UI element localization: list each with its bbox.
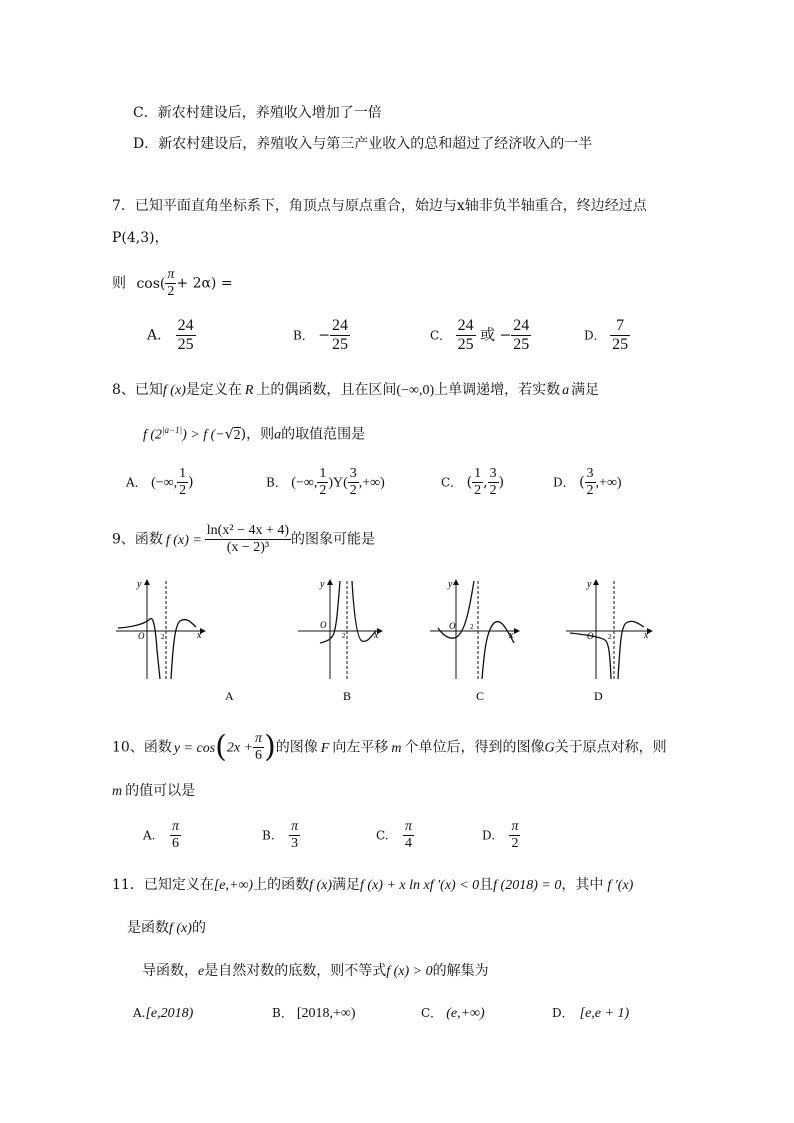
q7-frac-c1 <box>456 318 476 353</box>
q8-c-den1: 2 <box>474 483 482 498</box>
q9-prefix: 9、函数 <box>112 531 163 548</box>
q11-opt-c-value: (e,+∞) <box>446 1006 485 1021</box>
q8-option-c <box>441 467 504 498</box>
q8-exponent: |a−1| <box>162 425 183 435</box>
q9-a-x-label: x <box>197 630 202 641</box>
q8-ineq-left: f (2 <box>143 427 163 443</box>
q7-stem-line2: P(4,3)， <box>112 230 169 246</box>
q11-opt-d-value: [e,e + 1) <box>579 1006 630 1021</box>
q7-opt-a-label: A． <box>147 327 172 344</box>
q10-F: F <box>320 740 330 756</box>
q9-a-curve-right <box>171 620 196 679</box>
q10-inner: 2x + <box>226 740 254 756</box>
q10-option-c <box>376 820 414 851</box>
q8-satisfy: 满足 <box>571 382 600 398</box>
q7-two: 2 <box>167 284 175 299</box>
q8-d-num: 3 <box>586 466 594 481</box>
q9-d-x-label: x <box>644 630 649 641</box>
q10-opt-c-label: C. <box>376 828 389 843</box>
q8-ineq-mid: ) > f (− <box>182 427 225 443</box>
q8-a-frac <box>177 467 188 498</box>
q7-pi-over-2 <box>165 268 176 299</box>
q11-line1-a: 11．已知定义在 <box>112 877 214 893</box>
q10-stem-line1 <box>112 729 667 765</box>
q7-expression <box>112 268 233 299</box>
q9-stem <box>112 524 375 555</box>
q7-then: 则 <box>112 275 126 292</box>
q7-option-d <box>584 318 630 353</box>
q7-opt-c-label: C． <box>430 328 452 343</box>
q7-b-num: 24 <box>332 317 349 334</box>
q11-opt-a-label: A. <box>133 1006 146 1020</box>
q10-pi: π <box>255 731 263 746</box>
q9-b-y-label: y <box>320 579 325 590</box>
q7-c1-den: 25 <box>457 336 474 353</box>
q8-c-comma: , <box>483 474 488 491</box>
q8-stem-line2 <box>143 426 365 443</box>
q10-opt-c-pi: π <box>405 819 413 834</box>
q11-fpx: f ′(x) <box>607 878 634 893</box>
q8-sqrt-sign: √ <box>224 426 234 443</box>
q7-pi: π <box>167 267 175 282</box>
q8-b-union: )Y( <box>328 475 348 491</box>
q10-pi-over-6 <box>253 732 264 763</box>
q9-c-tick: 2 <box>470 623 474 631</box>
q10-opt-d-pi: π <box>511 819 519 834</box>
q9-c-origin: O <box>449 621 456 631</box>
q8-d-close: ,+∞) <box>595 475 622 491</box>
q10-text-c: 个单位后，得到的图像 <box>404 739 545 756</box>
q6-option-d: D．新农村建设后，养殖收入与第三产业收入的总和超过了经济收入的一半 <box>133 136 593 152</box>
q8-c-num1: 1 <box>474 466 482 481</box>
q7-c1-num: 24 <box>457 317 474 334</box>
q11-line2-b: 的 <box>191 920 206 936</box>
q7-frac-c2 <box>511 318 531 353</box>
q9-graph-c <box>430 579 517 703</box>
q10-opt-c-den: 4 <box>405 836 413 851</box>
q8-c-den2: 2 <box>489 483 497 498</box>
q11-option-d <box>552 1006 629 1021</box>
q7-b-den: 25 <box>332 336 349 353</box>
q9-d-tick: 2 <box>608 633 612 641</box>
q8-sqrt-arg: 2 <box>233 427 241 443</box>
q11-where: ，其中 <box>561 877 604 893</box>
q11-line1-b: 上的函数 <box>253 877 310 893</box>
q10-func: y = cos <box>173 740 216 756</box>
q10-text-d: 关于原点对称，则 <box>554 739 667 756</box>
q8-a-close: ) <box>188 474 194 491</box>
q10-opt-d-den: 2 <box>511 836 519 851</box>
q9-a-origin: O <box>138 631 145 641</box>
q7-b-minus: − <box>318 327 331 344</box>
q10-stem-line2 <box>112 784 195 799</box>
q9-a-label: A <box>225 689 234 703</box>
q9-b-tick: 2 <box>342 632 346 640</box>
q9-b-label: B <box>343 689 352 703</box>
q7-a-den: 25 <box>177 336 194 353</box>
q8-a-open: (−∞, <box>151 475 178 491</box>
q8-opt-b-label: B． <box>266 475 287 490</box>
q9-graph-a <box>116 579 234 703</box>
q11-stem-line1 <box>112 878 633 893</box>
q10-option-d <box>482 820 520 851</box>
q8-b-frac2 <box>348 467 359 498</box>
q7-option-c <box>430 318 531 353</box>
q10-m2: m <box>112 784 123 799</box>
q10-opt-b-den: 3 <box>291 836 299 851</box>
q9-suffix: 的图象可能是 <box>291 531 375 548</box>
q10-opt-b-label: B. <box>262 828 275 843</box>
q7-or: 或 <box>480 325 496 344</box>
q8-c-close: ) <box>498 474 505 491</box>
q8-range: 的取值范围是 <box>281 426 366 443</box>
q7-plus-2alpha: + 2α) = <box>176 275 233 292</box>
q8-mono: 上单调递增，若实数 <box>434 382 561 398</box>
q10-option-b <box>262 820 300 851</box>
q10-opt-a-den: 6 <box>171 836 179 851</box>
q10-text-b: 向左平移 <box>332 739 389 756</box>
q8-then: ，则 <box>246 426 275 443</box>
q10-option-a <box>143 820 181 851</box>
q10-opt-b-frac <box>289 820 300 851</box>
q10-opt-b-pi: π <box>291 819 299 834</box>
q8-d-den: 2 <box>586 483 594 498</box>
q8-option-a <box>126 467 194 498</box>
q11-option-b <box>272 1006 356 1021</box>
q7-d-num: 7 <box>610 318 630 336</box>
q9-denominator: (x − 2)³ <box>226 540 270 555</box>
q10-opt-a-frac <box>170 820 181 851</box>
q11-and: 且 <box>479 877 494 893</box>
q7-frac-a <box>176 318 196 353</box>
q10-prefix: 10、函数 <box>112 739 172 756</box>
q6-option-c: C．新农村建设后，养殖收入增加了一倍 <box>133 105 382 121</box>
q8-b-close: ,+∞) <box>358 475 385 491</box>
q7-c2-num: 24 <box>513 317 530 334</box>
q8-a-den: 2 <box>179 483 187 498</box>
q8-b-num1: 1 <box>319 466 327 481</box>
q8-b-open: (−∞, <box>291 475 318 491</box>
q8-R: R <box>244 383 254 398</box>
q8-stem-line1 <box>112 383 599 398</box>
q11-fx2: f (x) <box>169 921 192 936</box>
q11-line1-c: 满足 <box>332 877 361 893</box>
q8-prefix: 8、已知 <box>112 382 163 398</box>
q7-cos: cos( <box>136 275 166 292</box>
q8-b-den2: 2 <box>349 483 357 498</box>
q11-line3-a: 导函数， <box>142 963 198 979</box>
q9-b-x-label: x <box>374 630 379 641</box>
q11-option-c <box>421 1006 485 1021</box>
q8-a-num: 1 <box>179 466 187 481</box>
q7-c2-den: 25 <box>513 336 530 353</box>
q9-d-y-label: y <box>587 579 592 590</box>
q7-c-minus: − <box>499 327 512 344</box>
q7-d-den: 25 <box>612 336 629 353</box>
q10-opt-a-label: A. <box>143 828 156 843</box>
q11-e: e <box>198 964 205 979</box>
q8-a: a <box>562 383 570 398</box>
q11-cond2: f (2018) = 0 <box>493 878 562 893</box>
q10-opt-a-pi: π <box>171 819 179 834</box>
q11-opt-c-label: C． <box>421 1006 443 1020</box>
q11-opt-a-value: [e,2018) <box>145 1006 194 1021</box>
q9-d-origin: O <box>587 631 594 641</box>
q11-stem-line2 <box>127 921 206 936</box>
q9-graphs <box>0 575 794 715</box>
q11-fx: f (x) <box>309 878 333 893</box>
q8-defined: 是定义在 <box>185 382 242 398</box>
q7-frac-b <box>330 318 350 353</box>
q9-c-x-label: x <box>509 630 514 641</box>
q9-a-curve-left <box>118 618 160 679</box>
q7-opt-b-label: B． <box>293 328 314 343</box>
q8-a2: a <box>274 427 282 443</box>
q9-graph-d <box>566 579 650 703</box>
q9-graph-b <box>298 579 380 703</box>
q10-m: m <box>391 740 402 756</box>
q8-interval: (−∞,0) <box>396 383 435 398</box>
q8-b-frac1 <box>317 467 328 498</box>
q9-d-label: D <box>594 689 603 703</box>
q8-opt-d-label: D． <box>553 475 575 490</box>
q9-a-y-label: y <box>137 579 142 590</box>
q11-line3-c: 的解集为 <box>432 963 489 979</box>
q8-even: 上的偶函数，且在区间 <box>256 382 397 398</box>
q8-c-num2: 3 <box>489 466 497 481</box>
q8-b-num2: 3 <box>349 466 357 481</box>
q9-b-curve-right <box>352 581 376 641</box>
q9-d-curve-right <box>618 621 644 679</box>
q7-a-num: 24 <box>177 317 194 334</box>
q9-b-origin: O <box>320 620 327 630</box>
q11-opt-d-label: D． <box>552 1006 574 1020</box>
q11-opt-b-label: B． <box>272 1006 293 1020</box>
q10-text-a: 的图像 <box>275 739 318 756</box>
q8-c-frac2 <box>488 467 499 498</box>
q10-opt-d-label: D. <box>482 828 496 843</box>
q9-c-label: C <box>476 689 485 703</box>
q7-option-a <box>147 318 196 353</box>
q8-ineq-close: ) <box>240 426 247 443</box>
q11-option-a <box>133 1006 193 1021</box>
q11-opt-b-value: [2018,+∞) <box>296 1006 356 1021</box>
q8-b-den1: 2 <box>319 483 327 498</box>
q8-fx: f (x) <box>162 383 186 398</box>
q11-line3-b: 是自然对数的底数，则不等式 <box>204 963 387 979</box>
q8-c-frac1 <box>472 467 483 498</box>
q8-option-b <box>266 467 385 498</box>
q9-numerator: ln(x² − 4x + 4) <box>206 523 289 538</box>
q11-ineq: f (x) > 0 <box>386 964 433 979</box>
q7-frac-d <box>610 318 630 353</box>
q11-stem-line3 <box>142 964 489 979</box>
q8-d-open: ( <box>579 474 585 491</box>
q7-opt-d-label: D． <box>584 328 606 343</box>
q9-c-y-label: y <box>448 579 453 590</box>
q8-d-frac <box>585 467 596 498</box>
q8-c-open: ( <box>466 474 473 491</box>
q10-line2-suffix: 的值可以是 <box>125 783 196 799</box>
q8-opt-c-label: C． <box>441 475 463 490</box>
q9-a-tick: 2 <box>161 633 165 641</box>
q11-domain: [e,+∞) <box>213 878 254 893</box>
q11-cond: f (x) + x ln xf ′(x) < 0 <box>360 878 480 893</box>
q10-paren-close: ) <box>264 729 276 765</box>
q10-six: 6 <box>255 748 263 763</box>
q10-G: G <box>544 740 555 756</box>
q10-opt-c-frac <box>403 820 414 851</box>
q9-frac <box>205 524 291 555</box>
q8-option-d <box>553 467 622 498</box>
q10-paren-open: ( <box>215 729 227 765</box>
q8-opt-a-label: A． <box>126 475 147 490</box>
q10-opt-d-frac <box>509 820 520 851</box>
q9-fx: f (x) = <box>165 532 202 548</box>
q7-option-b <box>293 318 350 353</box>
q7-stem-line1: 7．已知平面直角坐标系下，角顶点与原点重合，始边与x轴非负半轴重合，终边经过点 <box>112 198 647 214</box>
q11-line2-a: 是函数 <box>127 920 169 936</box>
